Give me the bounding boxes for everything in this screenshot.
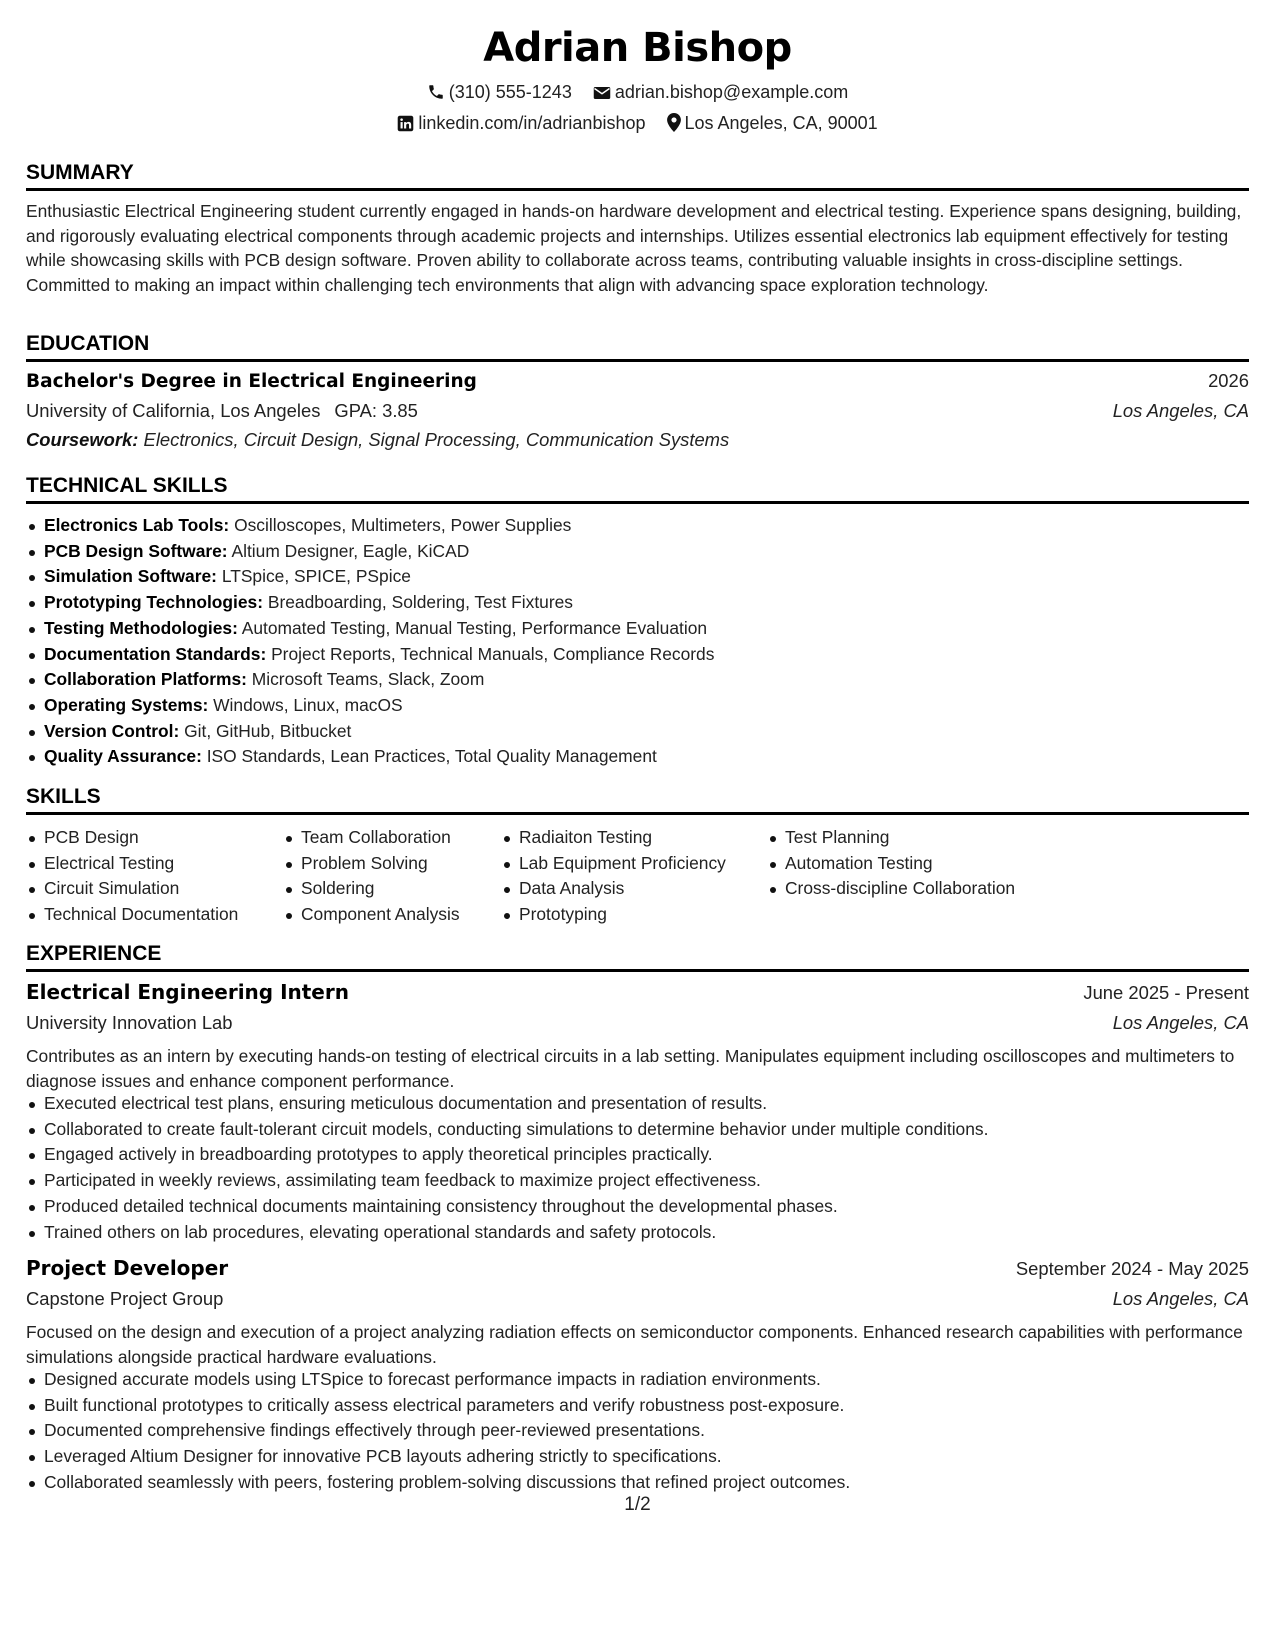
list-item: Test Planning	[785, 825, 1015, 851]
job-role: Project Developer	[26, 1256, 229, 1280]
tech-skill-label: Testing Methodologies:	[44, 617, 238, 638]
job-dates: September 2024 - May 2025	[1015, 1258, 1249, 1279]
job-location: Los Angeles, CA	[1112, 1012, 1249, 1033]
list-item: Radiaiton Testing	[519, 825, 726, 851]
linkedin-contact[interactable]	[397, 111, 645, 135]
list-item	[44, 513, 714, 539]
list-item	[44, 539, 714, 565]
graduation-year: 2026	[1208, 370, 1249, 391]
email-address[interactable]: adrian.bishop@example.com	[614, 82, 849, 102]
tech-skill-value: Altium Designer, Eagle, KiCAD	[231, 540, 470, 561]
resume-page	[26, 0, 1249, 1650]
list-item: PCB Design	[44, 825, 238, 851]
list-item: Technical Documentation	[44, 902, 238, 928]
tech-skill-label: Operating Systems:	[44, 694, 209, 715]
list-item: Team Collaboration	[301, 825, 460, 851]
envelope-icon	[593, 82, 615, 102]
job-1-row-2	[26, 1012, 1249, 1034]
contact-row-2	[26, 111, 1249, 135]
list-item	[44, 744, 714, 770]
job-description: Focused on the design and execution of a project analyzing radiation effects on semiconductor components. Enhanced research capabilities with performance simulations alongside practical hardware evaluations.	[26, 1322, 1243, 1367]
tech-skill-label: Quality Assurance:	[44, 746, 202, 767]
list-item	[44, 642, 714, 668]
tech-skill-value: Automated Testing, Manual Testing, Performance Evaluation	[241, 617, 708, 638]
tech-skill-value: Microsoft Teams, Slack, Zoom	[251, 669, 485, 690]
list-item: Component Analysis	[301, 902, 460, 928]
list-item	[44, 667, 714, 693]
skills-column-3	[501, 825, 726, 928]
phone-number: (310) 555-1243	[448, 82, 572, 102]
list-item	[44, 590, 714, 616]
location-text: Los Angeles, CA, 90001	[684, 113, 878, 133]
coursework-label: Coursework:	[26, 429, 139, 450]
gpa: GPA: 3.85	[334, 400, 418, 421]
tech-skill-label: Version Control:	[44, 720, 180, 741]
phone-icon	[427, 82, 449, 102]
technical-skills-heading: TECHNICAL SKILLS	[26, 473, 1249, 504]
tech-skill-value: Git, GitHub, Bitbucket	[184, 720, 352, 741]
linkedin-url[interactable]: linkedin.com/in/adrianbishop	[418, 113, 646, 133]
list-item: Soldering	[301, 876, 460, 902]
list-item	[44, 564, 714, 590]
tech-skill-label: PCB Design Software:	[44, 540, 228, 561]
job-2-row-1	[26, 1256, 1249, 1280]
coursework-row	[26, 429, 1249, 451]
job-location: Los Angeles, CA	[1112, 1288, 1249, 1309]
tech-skill-label: Simulation Software:	[44, 566, 217, 587]
technical-skills-list	[26, 513, 714, 770]
list-item: Executed electrical test plans, ensuring meticulous documentation and presentation of results.	[44, 1091, 988, 1117]
list-item: Data Analysis	[519, 876, 726, 902]
list-item: Problem Solving	[301, 851, 460, 877]
list-item: Automation Testing	[785, 851, 1015, 877]
list-item: Collaborated seamlessly with peers, fostering problem-solving discussions that refined project outcomes.	[44, 1470, 850, 1496]
tech-skill-label: Prototyping Technologies:	[44, 592, 263, 613]
list-item: Documented comprehensive findings effectively through peer-reviewed presentations.	[44, 1418, 850, 1444]
list-item: Trained others on lab procedures, elevating operational standards and safety protocols.	[44, 1220, 988, 1246]
school-location: Los Angeles, CA	[1112, 400, 1249, 421]
list-item: Designed accurate models using LTSpice to forecast performance impacts in radiation environments.	[44, 1367, 850, 1393]
list-item: Leveraged Altium Designer for innovative PCB layouts adhering strictly to specifications.	[44, 1444, 850, 1470]
tech-skill-value: Breadboarding, Soldering, Test Fixtures	[267, 592, 573, 613]
tech-skill-label: Documentation Standards:	[44, 643, 267, 664]
contact-row-1	[26, 80, 1249, 104]
job-role: Electrical Engineering Intern	[26, 980, 349, 1004]
job-2-bullets	[26, 1367, 850, 1496]
list-item: Electrical Testing	[44, 851, 238, 877]
school-name: University of California, Los Angeles	[26, 400, 321, 421]
location-contact	[667, 111, 878, 135]
list-item: Prototyping	[519, 902, 726, 928]
skills-column-4	[767, 825, 1015, 902]
experience-heading: EXPERIENCE	[26, 941, 1249, 972]
list-item: Collaborated to create fault-tolerant circuit models, conducting simulations to determine behavior under multiple conditions.	[44, 1117, 988, 1143]
job-organization: University Innovation Lab	[26, 1012, 233, 1033]
skills-column-2	[283, 825, 460, 928]
summary-heading: SUMMARY	[26, 160, 1249, 191]
list-item: Engaged actively in breadboarding prototypes to apply theoretical principles practically.	[44, 1142, 988, 1168]
job-2-row-2	[26, 1288, 1249, 1310]
list-item: Built functional prototypes to critically assess electrical parameters and verify robustness post-exposure.	[44, 1393, 850, 1419]
job-description: Contributes as an intern by executing hands-on testing of electrical circuits in a lab setting. Manipulates equipment including oscilloscopes and multimeters to diagnose issues and enhance component performance.	[26, 1046, 1235, 1091]
list-item: Participated in weekly reviews, assimilating team feedback to maximize project effectiveness.	[44, 1168, 988, 1194]
skills-column-1	[26, 825, 238, 928]
map-pin-icon	[667, 113, 685, 133]
tech-skill-value: Oscilloscopes, Multimeters, Power Supplies	[234, 515, 572, 535]
coursework	[26, 429, 729, 451]
job-dates: June 2025 - Present	[1083, 982, 1249, 1003]
email-contact[interactable]	[593, 80, 848, 104]
tech-skill-label: Collaboration Platforms:	[44, 669, 247, 690]
degree-title: Bachelor's Degree in Electrical Engineering	[26, 371, 477, 392]
skills-heading: SKILLS	[26, 784, 1249, 815]
tech-skill-value: Project Reports, Technical Manuals, Compliance Records	[271, 643, 715, 664]
tech-skill-value: ISO Standards, Lean Practices, Total Quality Management	[206, 746, 657, 767]
job-1-bullets	[26, 1091, 988, 1245]
education-heading: EDUCATION	[26, 331, 1249, 362]
summary-text: Enthusiastic Electrical Engineering student currently engaged in hands-on hardware development and electrical testing. Experience spans designing, building, and rigorously evaluating electrical components through academic projects and internships. Utilizes essential electronics lab equipment effectively for testing while showcasing skills with PCB design software. Proven ability to collaborate across teams, contributing valuable insights in cross-discipline settings. Committed to making an impact within challenging tech environments that align with advancing space exploration technology.	[26, 201, 1242, 295]
job-1-row-1	[26, 980, 1249, 1004]
list-item: Produced detailed technical documents maintaining consistency throughout the developmental phases.	[44, 1194, 988, 1220]
school-line	[26, 400, 418, 422]
tech-skill-value: LTSpice, SPICE, PSpice	[221, 566, 411, 587]
list-item	[44, 693, 714, 719]
list-item: Lab Equipment Proficiency	[519, 851, 726, 877]
linkedin-icon	[397, 113, 418, 133]
coursework-list: Electronics, Circuit Design, Signal Processing, Communication Systems	[143, 429, 730, 450]
tech-skill-label: Electronics Lab Tools:	[44, 515, 230, 535]
list-item	[44, 616, 714, 642]
page-number: 1/2	[624, 1494, 651, 1515]
list-item: Circuit Simulation	[44, 876, 238, 902]
education-row-1	[26, 370, 1249, 392]
list-item: Cross-discipline Collaboration	[785, 876, 1015, 902]
job-organization: Capstone Project Group	[26, 1288, 224, 1309]
education-row-2	[26, 400, 1249, 422]
tech-skill-value: Windows, Linux, macOS	[213, 694, 403, 715]
phone-contact	[427, 80, 572, 104]
list-item	[44, 719, 714, 745]
candidate-name: Adrian Bishop	[483, 25, 792, 71]
